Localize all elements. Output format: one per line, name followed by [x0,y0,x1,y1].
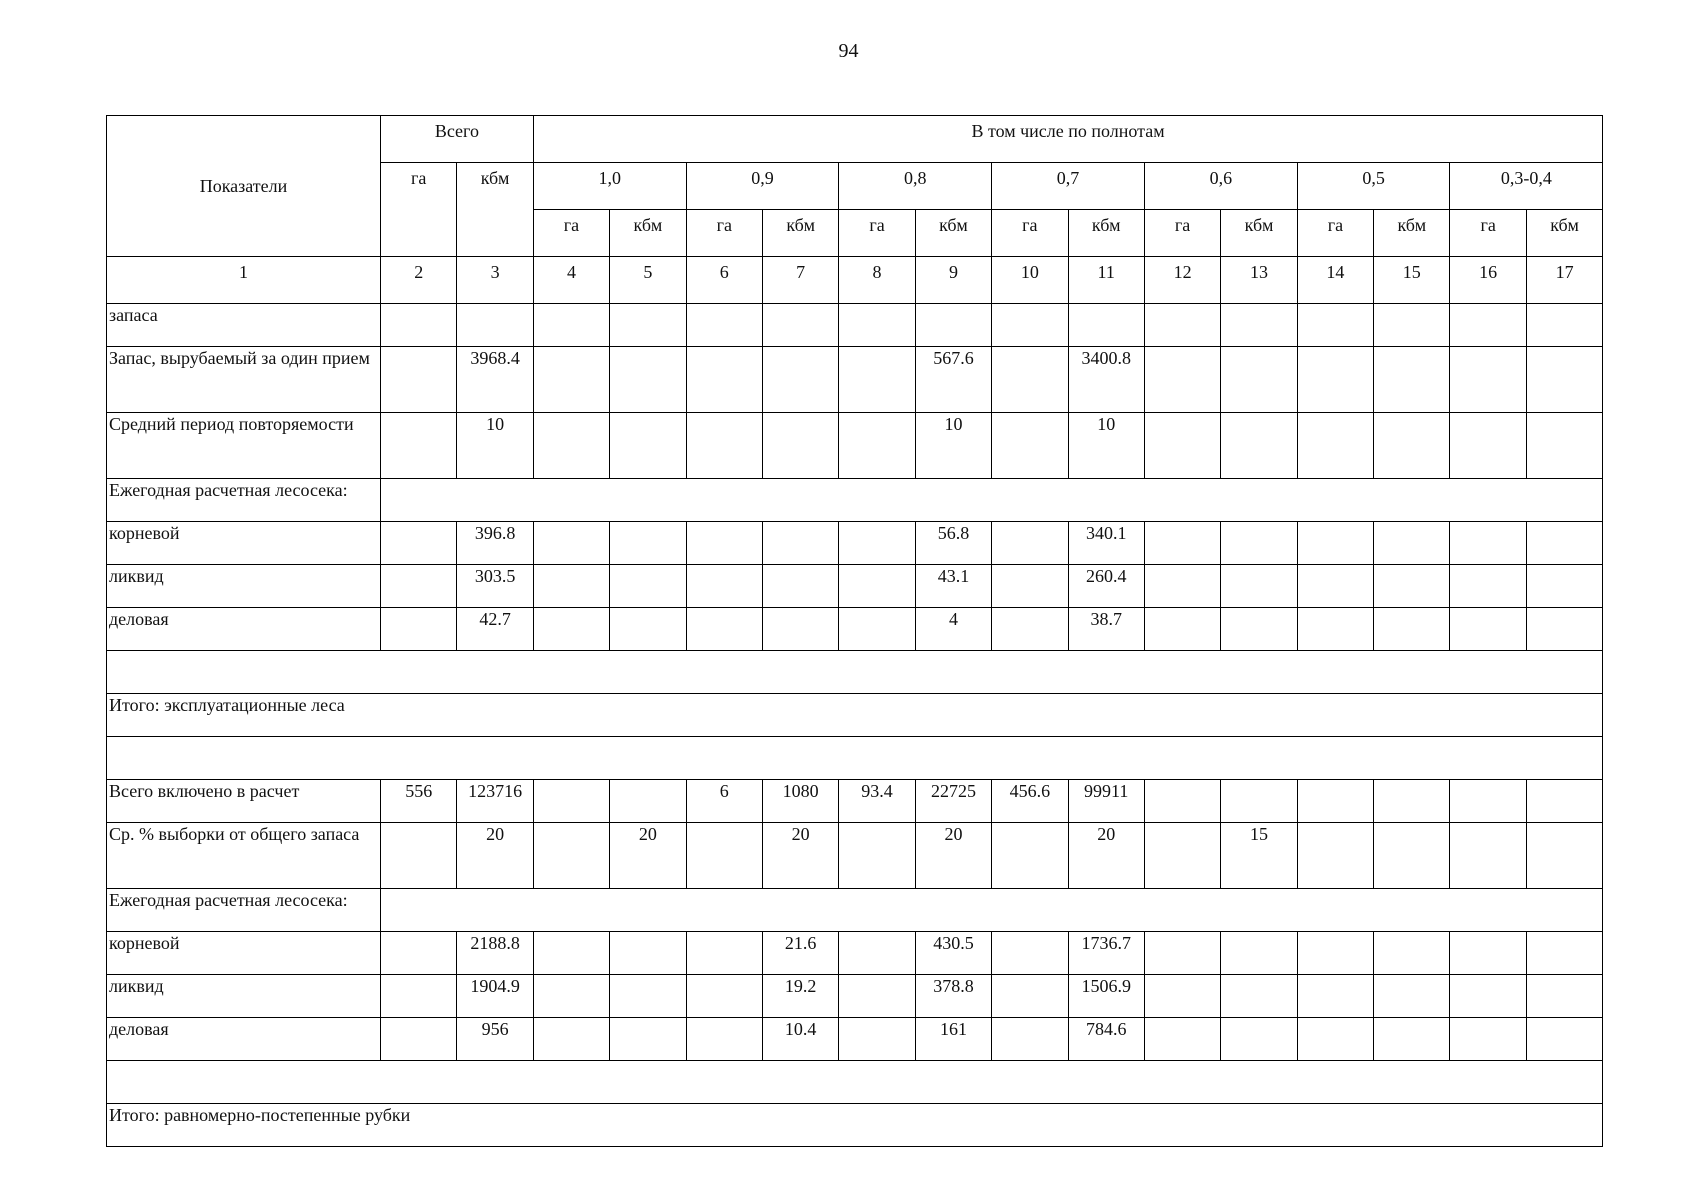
table-cell [1144,304,1220,347]
table-cell [610,975,686,1018]
table-cell [762,304,838,347]
table-cell: 430.5 [915,932,991,975]
table-cell: 396.8 [457,522,533,565]
table-cell: 567.6 [915,347,991,413]
column-number: 12 [1144,257,1220,304]
row-label: деловая [107,608,381,651]
column-number: 4 [533,257,609,304]
table-cell [686,608,762,651]
table-cell [1297,975,1373,1018]
table-cell: 20 [457,823,533,889]
table-cell [839,1018,915,1061]
table-cell [992,413,1068,479]
table-cell: 303.5 [457,565,533,608]
table-row [107,304,1603,347]
table-cell: 2188.8 [457,932,533,975]
table-row [107,975,1603,1018]
column-number: 17 [1526,257,1602,304]
table-cell [533,413,609,479]
table-row [107,413,1603,479]
table-cell [1144,975,1220,1018]
header-sub-label: га [992,210,1068,257]
table-cell [1144,413,1220,479]
table-cell: 4 [915,608,991,651]
table-cell [1144,823,1220,889]
table-cell [381,975,457,1018]
column-numbers-row [107,257,1603,304]
summary-label [107,737,1603,780]
table-cell [992,304,1068,347]
table-cell [1526,1018,1602,1061]
header-sub-label: га [533,210,609,257]
table-cell [839,413,915,479]
table-cell [992,522,1068,565]
column-number: 6 [686,257,762,304]
table-cell [1297,565,1373,608]
summary-row [107,1104,1603,1147]
header-total-m3: кбм [457,163,533,257]
header-sub-label: га [686,210,762,257]
column-number: 15 [1374,257,1450,304]
column-number: 9 [915,257,991,304]
table-cell [686,522,762,565]
forest-stock-table [106,115,1603,1147]
header-sub-label: кбм [1221,210,1297,257]
table-cell [1526,608,1602,651]
header-sub-label: га [1144,210,1220,257]
section-label: Ежегодная расчетная лесосека: [107,889,381,932]
header-density: 0,7 [992,163,1145,210]
table-cell [1374,347,1450,413]
table-cell [839,823,915,889]
header-sub-label: кбм [1374,210,1450,257]
table-cell [1526,522,1602,565]
table-cell: 56.8 [915,522,991,565]
table-cell [915,304,991,347]
table-cell: 10 [1068,413,1144,479]
table-cell [533,975,609,1018]
table-cell [533,823,609,889]
column-number: 1 [107,257,381,304]
row-label: деловая [107,1018,381,1061]
header-total: Всего [381,116,534,163]
table-cell [1221,975,1297,1018]
page-number: 94 [838,40,859,62]
table-cell [457,304,533,347]
table-cell [381,347,457,413]
table-cell [1221,780,1297,823]
row-label: ликвид [107,975,381,1018]
table-cell: 20 [762,823,838,889]
table-cell [533,565,609,608]
row-label: Запас, вырубаемый за один прием [107,347,381,413]
table-header [107,116,1603,304]
column-number: 8 [839,257,915,304]
table-cell: 93.4 [839,780,915,823]
table-cell [839,565,915,608]
column-number: 16 [1450,257,1526,304]
row-label: ликвид [107,565,381,608]
table-cell [1374,608,1450,651]
header-density: 0,9 [686,163,839,210]
table-cell [686,565,762,608]
table-cell [381,608,457,651]
table-row [107,565,1603,608]
table-cell [839,304,915,347]
table-cell [1450,780,1526,823]
section-row [107,889,1603,932]
table-cell [381,304,457,347]
table-cell: 99911 [1068,780,1144,823]
table-cell [610,565,686,608]
table-cell [1374,565,1450,608]
summary-row [107,737,1603,780]
table-cell: 378.8 [915,975,991,1018]
table-cell [686,932,762,975]
table-cell [992,975,1068,1018]
table-cell [1526,780,1602,823]
table-cell [992,565,1068,608]
table-cell [839,347,915,413]
table-cell [1374,1018,1450,1061]
table-row [107,823,1603,889]
table-cell: 10 [457,413,533,479]
table-cell [1068,304,1144,347]
header-sub-label: кбм [915,210,991,257]
header-sub-label: кбм [610,210,686,257]
column-number: 10 [992,257,1068,304]
table-cell [1450,304,1526,347]
table-cell [1526,304,1602,347]
table-cell: 20 [610,823,686,889]
table-cell [610,780,686,823]
summary-label [107,1061,1603,1104]
table-cell [1297,1018,1373,1061]
table-cell [762,413,838,479]
table-cell [992,932,1068,975]
table-row [107,932,1603,975]
header-total-ha: га [381,163,457,257]
table-cell: 42.7 [457,608,533,651]
header-density: 0,3-0,4 [1450,163,1603,210]
table-cell: 6 [686,780,762,823]
table-cell [1450,522,1526,565]
table-cell [533,608,609,651]
table-cell: 1736.7 [1068,932,1144,975]
table-cell [839,975,915,1018]
row-label: корневой [107,932,381,975]
table-cell [1526,565,1602,608]
table-cell [1450,413,1526,479]
table-row [107,347,1603,413]
table-cell: 1904.9 [457,975,533,1018]
table-cell [1297,304,1373,347]
table-cell [1526,975,1602,1018]
table-cell [762,608,838,651]
table-cell [992,608,1068,651]
table-cell [1297,780,1373,823]
column-number: 14 [1297,257,1373,304]
table-cell [1297,413,1373,479]
row-label: Ср. % выборки от общего запаса [107,823,381,889]
header-sub-label: га [1297,210,1373,257]
header-row-1 [107,116,1603,163]
table-cell [1297,347,1373,413]
table-cell [1526,413,1602,479]
table-row [107,780,1603,823]
table-cell [1374,413,1450,479]
table-cell [686,975,762,1018]
summary-row [107,694,1603,737]
table-cell [381,932,457,975]
table-cell [1144,780,1220,823]
table-cell [762,565,838,608]
table-cell: 556 [381,780,457,823]
summary-label: Итого: эксплуатационные леса [107,694,1603,737]
table-row [107,1018,1603,1061]
table-cell [992,823,1068,889]
table-cell [1450,975,1526,1018]
table-cell [839,608,915,651]
table-cell: 340.1 [1068,522,1144,565]
header-sub-label: кбм [762,210,838,257]
table-cell [1374,522,1450,565]
column-number: 11 [1068,257,1144,304]
table-cell [1221,304,1297,347]
table-cell [1526,932,1602,975]
summary-row [107,651,1603,694]
table-cell [610,522,686,565]
table-cell [1374,780,1450,823]
table-cell: 456.6 [992,780,1068,823]
table-row [107,522,1603,565]
table-cell: 10 [915,413,991,479]
table-cell [1297,608,1373,651]
table-cell [1450,565,1526,608]
table-cell [1374,304,1450,347]
header-sub-label: га [1450,210,1526,257]
table-cell: 3400.8 [1068,347,1144,413]
table-cell [1297,823,1373,889]
table-cell: 38.7 [1068,608,1144,651]
table-cell: 15 [1221,823,1297,889]
table-cell: 260.4 [1068,565,1144,608]
section-label: Ежегодная расчетная лесосека: [107,479,381,522]
section-spacer [381,479,1603,522]
table-cell [533,932,609,975]
table-cell [686,823,762,889]
table-cell: 956 [457,1018,533,1061]
header-density: 0,6 [1144,163,1297,210]
header-sub-label: кбм [1526,210,1602,257]
table-cell [1374,975,1450,1018]
table-cell [1526,347,1602,413]
header-indicators: Показатели [107,116,381,257]
header-density: 1,0 [533,163,686,210]
table-cell: 3968.4 [457,347,533,413]
table-cell [610,304,686,347]
table-cell [1450,1018,1526,1061]
summary-label: Итого: равномерно-постепенные рубки [107,1104,1603,1147]
table-cell [1450,347,1526,413]
table-cell [1144,932,1220,975]
table-cell [1221,932,1297,975]
table-cell [381,413,457,479]
table-cell: 20 [1068,823,1144,889]
table-cell [1144,522,1220,565]
table-cell [839,932,915,975]
table-cell [1221,522,1297,565]
table-cell [381,1018,457,1061]
table-cell [1450,823,1526,889]
column-number: 2 [381,257,457,304]
table-cell [1297,932,1373,975]
section-row [107,479,1603,522]
table-row [107,608,1603,651]
table-cell [533,1018,609,1061]
table-cell [686,413,762,479]
table-cell: 21.6 [762,932,838,975]
table-cell [1144,565,1220,608]
table-body [107,304,1603,1147]
table-cell [533,347,609,413]
table-cell [1221,608,1297,651]
table-cell [762,522,838,565]
header-sub-label: га [839,210,915,257]
column-number: 5 [610,257,686,304]
table-cell [533,304,609,347]
table-cell [1374,823,1450,889]
table-cell: 22725 [915,780,991,823]
column-number: 7 [762,257,838,304]
table-cell: 1506.9 [1068,975,1144,1018]
table-cell [381,823,457,889]
table-cell: 123716 [457,780,533,823]
table-cell [686,347,762,413]
table-cell: 784.6 [1068,1018,1144,1061]
table-cell: 43.1 [915,565,991,608]
row-label: Всего включено в расчет [107,780,381,823]
table-cell [839,522,915,565]
table-cell [533,780,609,823]
table-cell [1221,1018,1297,1061]
table-cell [1144,608,1220,651]
row-label: запаса [107,304,381,347]
table-cell [686,304,762,347]
table-cell [992,1018,1068,1061]
table-cell [610,1018,686,1061]
summary-row [107,1061,1603,1104]
table-cell [1450,932,1526,975]
table-cell: 20 [915,823,991,889]
table-cell [762,347,838,413]
table-cell [992,347,1068,413]
table-cell: 19.2 [762,975,838,1018]
table-cell [610,413,686,479]
table-cell [1450,608,1526,651]
summary-label [107,651,1603,694]
row-label: Средний период повторяемости [107,413,381,479]
table-cell [686,1018,762,1061]
header-sub-label: кбм [1068,210,1144,257]
table-cell [1221,565,1297,608]
table-cell [1144,347,1220,413]
table-cell [533,522,609,565]
section-spacer [381,889,1603,932]
header-by-density: В том числе по полнотам [533,116,1602,163]
row-label: корневой [107,522,381,565]
column-number: 13 [1221,257,1297,304]
table-cell [610,347,686,413]
table-cell [1221,347,1297,413]
column-number: 3 [457,257,533,304]
table-cell: 1080 [762,780,838,823]
table-cell [381,522,457,565]
table-cell [610,608,686,651]
table-cell [610,932,686,975]
table-cell [381,565,457,608]
table-cell [1374,932,1450,975]
table-cell [1526,823,1602,889]
table-cell: 161 [915,1018,991,1061]
table-cell [1221,413,1297,479]
table-cell: 10.4 [762,1018,838,1061]
table-cell [1297,522,1373,565]
header-density: 0,5 [1297,163,1450,210]
table-cell [1144,1018,1220,1061]
header-density: 0,8 [839,163,992,210]
